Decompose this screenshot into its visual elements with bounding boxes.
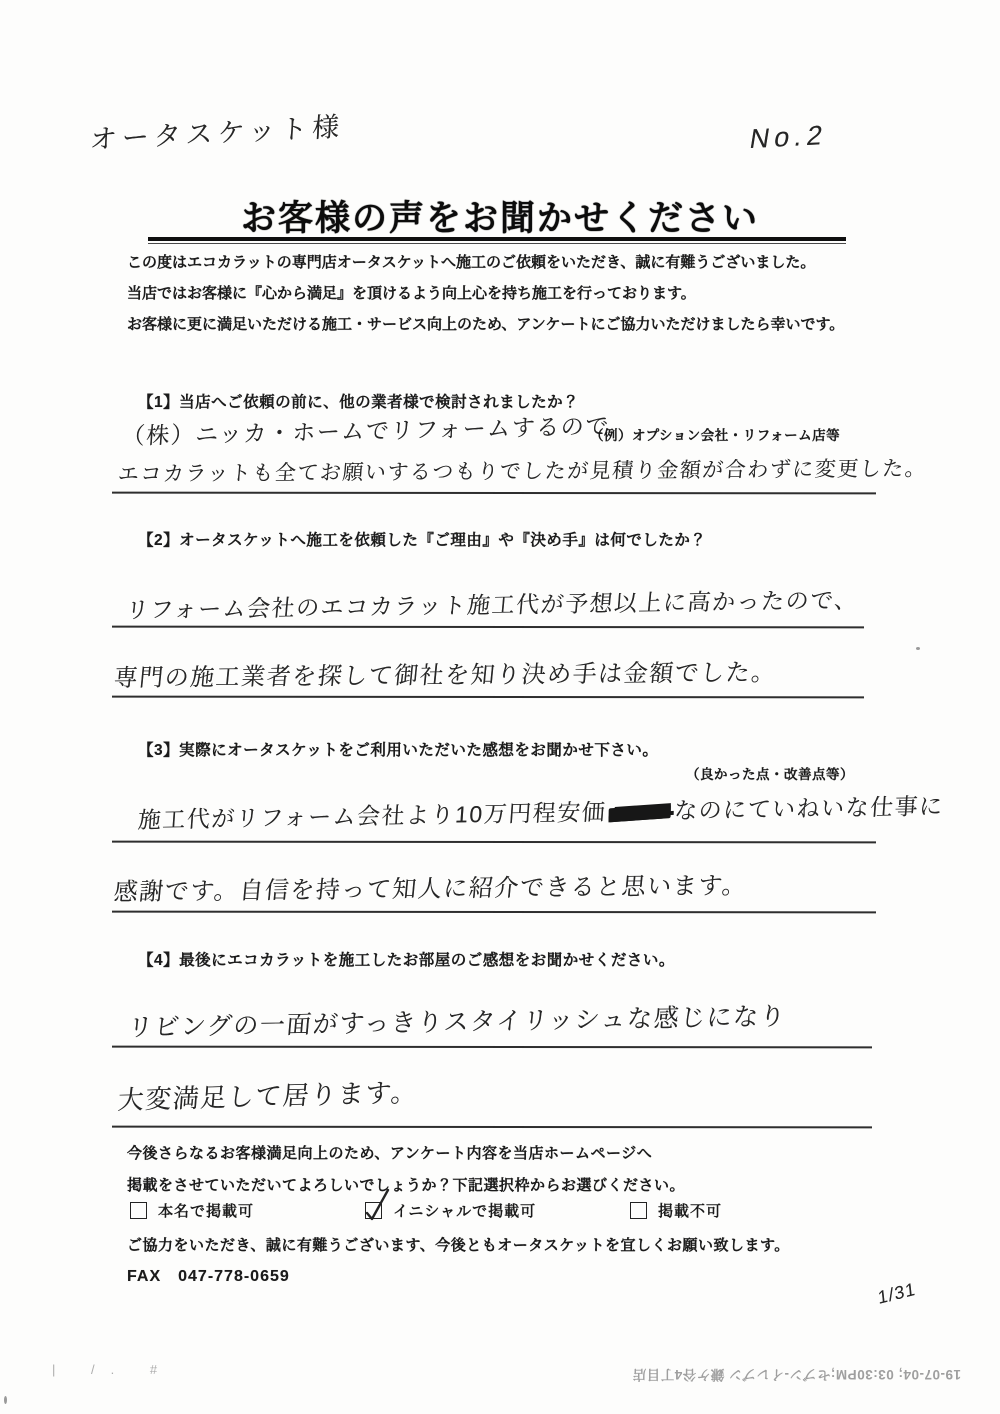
- fax-transmission-header-upside-down: 19-07-04; 03:30PM;セブン-イレブン 鎌ケ谷4丁目店: [632, 1367, 961, 1382]
- question-2-answer-line-1: リフォーム会社のエコカラット施工代が予想以上に高かったので、: [124, 586, 860, 624]
- checkbox-label: 本名で掲載可: [158, 1203, 255, 1220]
- fax-number: FAX 047-778-0659: [127, 1268, 290, 1285]
- page-mark-handwritten: 1/31: [876, 1278, 917, 1309]
- scan-speck: [916, 647, 920, 650]
- question-1-answer-line-2: エコカラットも全てお願いするつもりでしたが見積り金額が合わずに変更した。: [116, 457, 929, 487]
- answer-rule: [112, 696, 864, 699]
- scan-artifact-marks: | /. #: [52, 1362, 174, 1377]
- checkbox-label: 掲載不可: [658, 1203, 723, 1220]
- question-1-example-hint: （例）オプション会社・リフォーム店等: [590, 428, 841, 443]
- scan-speck: [4, 1396, 7, 1404]
- answer-rule: [112, 492, 876, 495]
- checkbox-icon-checked[interactable]: [365, 1202, 382, 1219]
- question-4-answer-line-2: 大変満足して居ります。: [116, 1077, 420, 1116]
- question-4-answer-line-1: リビングの一面がすっきりスタイリッシュな感じになり: [126, 1002, 788, 1043]
- answer-rule: [112, 911, 876, 914]
- question-3-heading: 【3】実際にオータスケットをご利用いただいた感想をお聞かせ下さい。: [138, 742, 659, 759]
- answer-rule: [112, 1126, 872, 1129]
- question-3-answer-line-2: 感謝です。自信を持って知人に紹介できると思います。: [112, 872, 749, 907]
- checkbox-icon[interactable]: [130, 1202, 147, 1219]
- sheet-number-handwritten: No.2: [747, 119, 830, 155]
- intro-paragraph: [127, 247, 844, 340]
- checkbox-label: イニシャルで掲載可: [393, 1203, 537, 1220]
- publish-consent-line-2: 掲載をさせていただいてよろしいでしょうか？下記選択枠からお選びください。: [127, 1177, 686, 1194]
- question-1-answer-line-1: （株）ニッカ・ホームでリフォームするので: [121, 412, 611, 450]
- answer-rule: [112, 1046, 872, 1049]
- question-2-answer-line-2: 専門の施工業者を探して御社を知り決め手は金額でした。: [112, 659, 778, 693]
- question-3-answer-line-1: [137, 788, 945, 835]
- intro-line: お客様に更に満足いただける施工・サービス向上のため、アンケートにご協力いただけましたら幸いです。: [127, 316, 845, 333]
- recipient-name-handwritten: オータスケット様: [89, 111, 345, 156]
- checkmark-icon: [363, 1186, 393, 1222]
- title-underline: [148, 237, 846, 244]
- question-2-heading: 【2】オータスケットへ施工を依頼した『ご理由』や『決め手』は何でしたか？: [138, 532, 707, 549]
- answer-rule: [112, 626, 864, 629]
- question-1-heading: 【1】当店へご依頼の前に、他の業者様で検討されましたか？: [138, 394, 580, 411]
- answer-text-before-redaction: 施工代がリフォーム会社より10万円程安価: [136, 798, 608, 834]
- option-real-name-ok[interactable]: [130, 1200, 254, 1221]
- page-title: お客様の声をお聞かせください: [240, 199, 759, 238]
- thanks-line: ご協力をいただき、誠に有難うございます、今後ともオータスケットを宜しくお願い致します。: [127, 1237, 790, 1254]
- intro-line: 当店ではお客様に『心から満足』を頂けるよう向上心を持ち施工を行っております。: [127, 285, 696, 302]
- question-3-note: （良かった点・改善点等）: [686, 767, 854, 782]
- intro-line: この度はエコカラットの専門店オータスケットへ施工のご依頼をいただき、誠に有難うございました。: [127, 254, 816, 271]
- option-no-publish[interactable]: [630, 1200, 722, 1221]
- checkbox-icon[interactable]: [630, 1202, 647, 1219]
- answer-rule: [112, 841, 876, 844]
- option-initials-ok[interactable]: [365, 1200, 536, 1221]
- redacted-scribble: [609, 804, 671, 822]
- answer-text-after-redaction: なのにていねいな仕事に: [673, 792, 945, 824]
- question-4-heading: 【4】最後にエコカラットを施工したお部屋のご感想をお聞かせください。: [138, 952, 675, 969]
- publish-consent-line-1: 今後さらなるお客様満足向上のため、アンケート内容を当店ホームページへ: [127, 1145, 653, 1162]
